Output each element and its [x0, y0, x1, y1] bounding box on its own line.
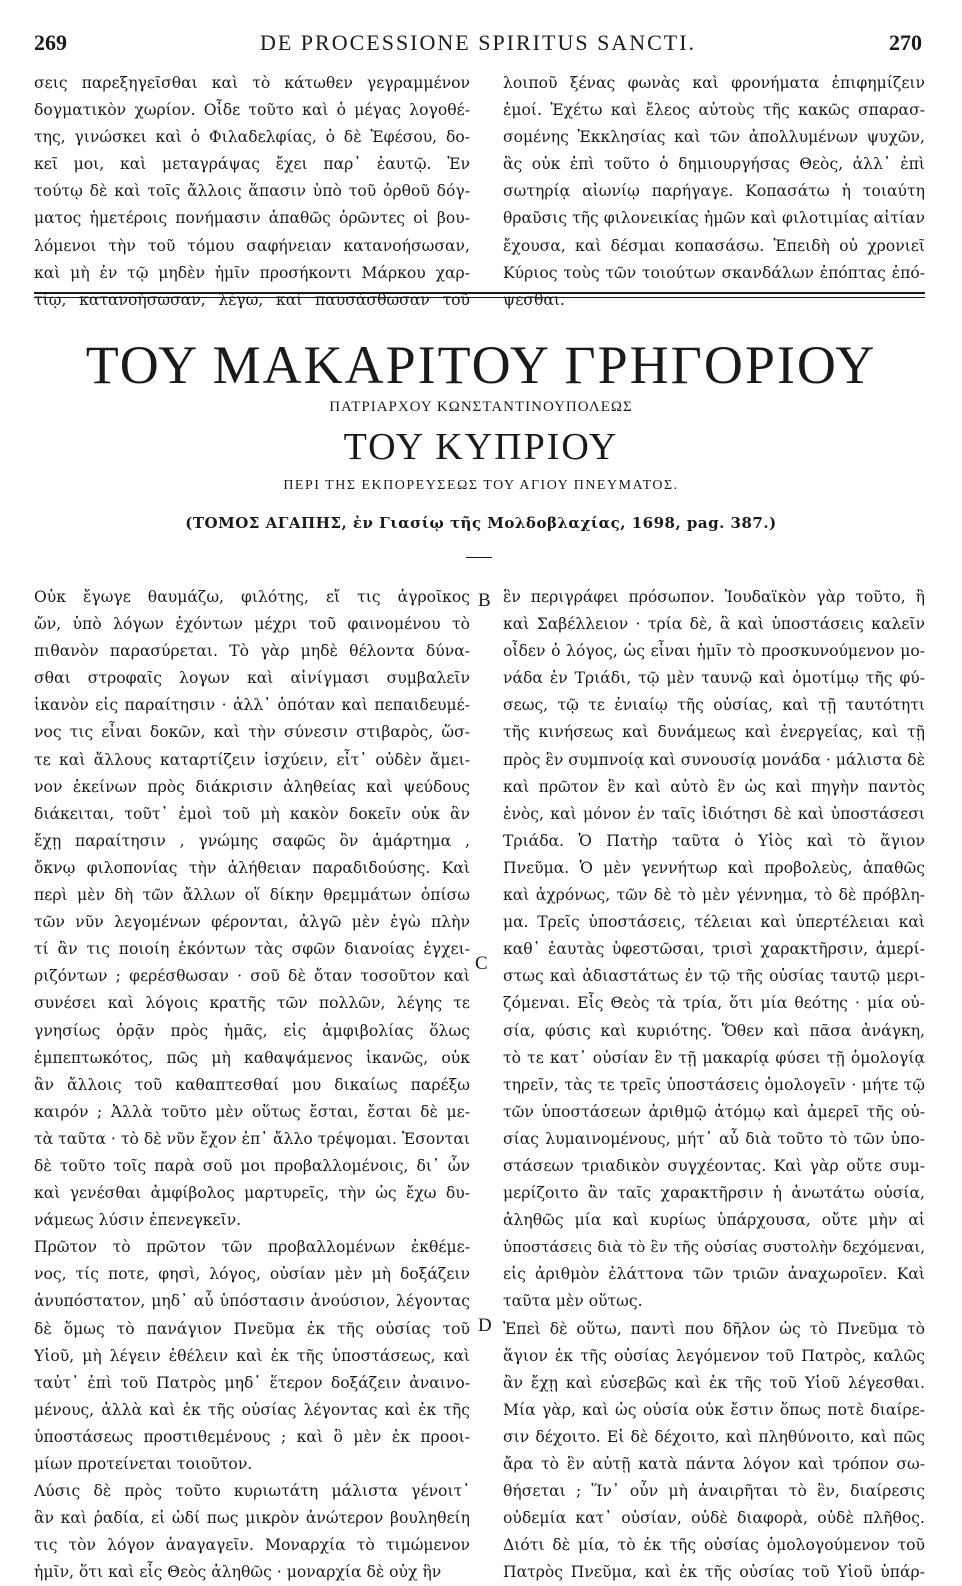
text-line: στως καὶ ἀδιαστάτως ἐν τῷ τῆς οὐσίας ταυτῷ μερι-: [503, 967, 925, 986]
text-line: σομένης Ἐκκλησίας καὶ τῶν ἀπολλυμένων ψυχῶν,: [503, 128, 925, 147]
text-line: Μία γὰρ, καὶ ὡς οὐσία οὐκ ἔστιν ὅπως ποτὲ διαίρε-: [503, 1400, 925, 1419]
text-line: δὲ τοῦτο τοῖς παρὰ σοῦ μοι προβαλλομένοις, δι᾽ ὧν: [34, 1156, 470, 1175]
text-line: θήσεται ; Ἵν᾽ οὖν μὴ ἀναιρῆται τὸ ἓν, διαίρεσις: [503, 1482, 925, 1501]
text-line: ἂν καὶ ῥαδία, εἰ ὡδί πως μικρὸν ἀνώτερον βουληθείη: [34, 1509, 470, 1528]
text-line: εἰς ἀριθμὸν ἐλάττονα τῶν τριῶν ἀναχωροῖεν. Καὶ: [503, 1265, 925, 1284]
text-line: δογματικὸν χωρίον. Οἶδε τοῦτο καὶ ὁ μέγας λογοθέ-: [34, 101, 470, 120]
margin-letter-d: D: [478, 1315, 492, 1336]
text-line: Υἱοῦ, μὴ λέγειν ἐθέλειν καὶ ἐκ τῆς ὑποστάσεως, καὶ: [34, 1346, 470, 1365]
text-line: Πνεῦμα. Ὁ μὲν γεννήτωρ καὶ προβολεὺς, ἀπαθῶς: [503, 858, 925, 877]
text-line: λοιποῦ ξένας φωνὰς καὶ φρονήματα ἐπιφημίζειν: [503, 74, 925, 92]
text-line: τίῳ, κατανοήσωσαν, λέγω, καὶ παυσάσθωσαν τοῦ: [34, 290, 470, 309]
text-line: ἔχῃ παραίτησιν , γνώμης σαφῶς ὂν ἁμάρτημα ,: [34, 831, 470, 850]
text-line: ματος ἡμετέροις πονήμασιν ἀπαθῶς ὁρῶντες οἱ βου-: [34, 209, 470, 228]
text-line: λόμενοι τὴν τοῦ τόμου σαφήνειαν κατανοήσωσαν,: [34, 236, 470, 255]
running-head: [34, 30, 922, 60]
author-office: ΠΑΤΡΙΑΡΧΟΥ ΚΩΝΣΤΑΝΤΙΝΟΥΠΟΛΕΩΣ: [329, 399, 633, 415]
text-line: νον ἐκείνων πρὸς διάκρισιν ἀληθείας καὶ ψεύδους: [34, 777, 470, 796]
text-line: ἀληθῶς μία καὶ κυρίως ὑπάρχουσα, οὔτε μὴν αἱ: [503, 1211, 925, 1230]
text-line: νος, τίς ποτε, φησὶ, λόγος, οὐσίαν μὲν μὴ δοξάζειν: [34, 1265, 470, 1284]
top-right-column: [503, 70, 925, 314]
text-line: ὑποστάσεις διὰ τὸ ἓν τῆς οὐσίας συστολὴν δεχόμεναι,: [503, 1238, 925, 1257]
page-number-right: 270: [889, 30, 922, 55]
text-line: Οὐκ ἔγωγε θαυμάζω, φιλότης, εἴ τις ἀγροῖκος: [34, 588, 470, 606]
treatise-subject: ΠΕΡΙ ΤΗΣ ΕΚΠΟΡΕΥΣΕΩΣ ΤΟΥ ΑΓΙΟΥ ΠΝΕΥΜΑΤΟΣ.: [283, 478, 679, 493]
text-line: σθαι στροφαῖς λογων καὶ αἰνίγμασι συμβαλεῖν: [34, 669, 470, 688]
text-line: τὰ ταῦτα · τὸ δὲ νῦν ἔχον ἐπ᾽ ἄλλο τρέψομαι. Ἐσονται: [34, 1129, 470, 1148]
text-line: της, γινώσκει καὶ ὁ Φιλαδελφίας, ὁ δὲ Ἐφέσου, δο-: [34, 128, 470, 147]
text-line: νάμεως λύσιν ἐπενεγκεῖν.: [34, 1211, 242, 1230]
text-line: ἑνὸς, καὶ μόνον ἐν ταῖς ἰδιότησι δὲ καὶ ὑποστάσεσι: [503, 804, 925, 823]
text-line: Τριάδα. Ὁ Πατὴρ ταῦτα ὁ Υἱὸς καὶ τὸ ἅγιον: [503, 831, 925, 850]
title-dash: [466, 557, 492, 558]
text-line: σία, φύσις καὶ κυριότης. Ὅθεν καὶ πᾶσα ἀνάγκη,: [503, 1021, 925, 1040]
text-line: τῶν νῦν λεγομένων φέρονται, ἀλγῶ μὲν ἐγὼ πλὴν: [34, 913, 470, 932]
text-line: διάκειται, τοῦτ᾽ ἐμοὶ τοῦ μὴ κακὸν δοκεῖν οὐκ ἂν: [34, 804, 470, 823]
text-line: περὶ μὲν δὴ τῶν ἄλλων οἵ δίκην θρεμμάτων ὀπίσω: [34, 886, 470, 905]
text-line: γνησίως ὁρᾷν πρὸς ἡμᾶς, εἰς ἀμφιβολίας ὅλως: [34, 1021, 470, 1040]
text-line: ἐμπεπτωκότος, πῶς μὴ καθαψάμενος ἱκανῶς, οὐκ: [34, 1048, 470, 1067]
body-right-column: [503, 584, 925, 1586]
margin-letter-c: C: [475, 953, 488, 974]
text-line: ψεσθαι.: [503, 290, 565, 309]
text-line: τὸ τε κατ᾽ οὐσίαν ἓν τῇ μακαρίᾳ φύσει τῇ ὁμολογίᾳ: [503, 1048, 925, 1067]
text-line: ἱκανὸν εἰς παραίτησιν · ἀλλ᾽ ὁπόταν καὶ πεπαιδευμέ-: [34, 696, 470, 715]
work-title: ΤΟΥ ΜΑΚΑΡΙΤΟΥ ΓΡΗΓΟΡΙΟΥ: [85, 335, 877, 395]
source-citation: (ΤΟΜΟΣ ΑΓΑΠΗΣ, ἐν Γιασίῳ τῆς Μολδοβλαχίας, 1698, pag. 387.): [185, 514, 777, 532]
text-line: ἔχουσα, καὶ δέσμαι κοπασάσω. Ἐπειδὴ οὐ χρονιεῖ: [503, 236, 925, 255]
text-line: ἅγιον ἐκ τῆς οὐσίας λεγόμενον τοῦ Πατρὸς, καλῶς: [503, 1346, 925, 1365]
text-line: καθ᾽ ἑαυτὰς ὑφεστῶσαι, τρισὶ χαρακτῆρσιν, ἀμερί-: [503, 940, 925, 959]
text-line: δὲ ὅμως τὸ πανάγιον Πνεῦμα ἐκ τῆς οὐσίας τοῦ: [34, 1319, 470, 1338]
text-line: ἃς οὐκ ἐπὶ τοῦτο ὁ δημιουργήσας Θεὸς, ἀλλ᾽ ἐπὶ: [503, 155, 925, 174]
text-line: καὶ ἀχρόνως, τῶν δὲ τὸ μὲν γέννημα, τὸ δὲ πρόβλη-: [503, 886, 925, 905]
text-line: ἄρα τὸ ἓν αὐτῇ κατὰ πάντα λόγον καὶ τρόπον σω-: [503, 1455, 925, 1473]
text-line: οὐδεμία κατ᾽ οὐσίαν, οὐδὲ διαφορὰ, οὐδὲ πλῆθος.: [503, 1509, 925, 1528]
text-line: τε καὶ ἄλλους καταρτίζειν ἰσχύειν, εἶτ᾽ οὐδὲν ἄμει-: [34, 750, 470, 769]
text-line: τῶν ὑποστάσεων ἀριθμῷ ἀτόμῳ καὶ ἀμερεῖ τῆς οὐ-: [503, 1102, 925, 1121]
text-line: ὄκνῳ φιλοπονίας τὴν ἀλήθειαν παραδιδούσης. Καὶ: [34, 858, 470, 877]
running-title: DE PROCESSIONE SPIRITUS SANCTI.: [259, 30, 697, 55]
text-line: σωτηρίᾳ αἰωνίῳ παρήγαγε. Κοπασάτω ἡ τοιαύτη: [503, 182, 925, 201]
text-line: Ἐπεὶ δὲ οὕτω, παντὶ που δῆλον ὡς τὸ Πνεῦμα τὸ: [503, 1319, 925, 1338]
body-left-column: [34, 584, 470, 1586]
text-line: ἐμοί. Ἐχέτω καὶ ἔλεος αὐτοὺς τῆς κακῶς σπαρασ-: [503, 101, 925, 120]
text-line: Λύσις δὲ πρὸς τοῦτο κυριωτάτη μάλιστα γένοιτ᾽: [34, 1482, 470, 1501]
text-line: Κύριος τοὺς τῶν τοιούτων σκανδάλων ἐπόπτας ἐπό-: [503, 263, 925, 282]
section-divider-thin: [34, 297, 925, 298]
text-line: πρὸς ἓν συμπνοίᾳ καὶ συνουσίᾳ μονάδα · μάλιστα δὲ: [503, 750, 925, 769]
text-line: θραῦσις τῆς φιλονεικίας ἡμῶν καὶ φιλοτιμίας αἰτίαν: [503, 209, 925, 228]
text-line: ἡμῖν, ὅτι καὶ εἷς Θεὸς ἀληθῶς · μοναρχία δὲ οὐχ ἣν: [34, 1563, 442, 1582]
text-line: καιρόν ; Ἀλλὰ τοῦτο μὲν οὕτως ἔσται, ἔσται δὲ με-: [34, 1102, 470, 1121]
text-line: ὑποστάσεως προστιθεμένους ; καὶ ὃ μὲν ἐκ προοι-: [34, 1427, 470, 1446]
text-line: οἶδεν ὁ λόγος, ὡς εἶναι ἡμῖν τὸ προσκυνούμενον μο-: [503, 642, 925, 661]
text-line: ταὐτ᾽ ἐπὶ τοῦ Πατρὸς μηδ᾽ ἕτερον δοξάζειν ἀναινο-: [34, 1373, 470, 1392]
text-line: σεις παρεξηγεῖσθαι καὶ τὸ κάτωθεν γεγραμμένον: [34, 74, 470, 92]
text-line: μένους, ἀλλὰ καὶ ἐκ τῆς οὐσίας λέγοντας καὶ ἐκ τῆς: [34, 1400, 470, 1419]
margin-letter-b: B: [478, 590, 491, 611]
text-line: σεως, τῷ τε ἐνιαίῳ τῆς οὐσίας, καὶ τῇ ταυτότητι: [503, 696, 925, 715]
text-line: τηρεῖν, τὰς τε τρεῖς ὑποστάσεις ὁμολογεῖν · μήτε τῷ: [503, 1075, 925, 1094]
top-left-column: [34, 70, 470, 314]
text-line: τί ἂν τις ποιοίη ἑκόντων τὰς σφῶν διανοίας ἐγχει-: [34, 940, 470, 959]
text-line: μίων προτείνεται τοιοῦτον.: [34, 1455, 253, 1473]
text-line: τῆς κινήσεως καὶ δυνάμεως καὶ ἐνεργείας, καὶ τῇ: [503, 723, 925, 742]
text-line: σιν δέχοιτο. Εἰ δὲ δέχοιτο, καὶ πληθύνοιτο, καὶ πῶς: [503, 1427, 925, 1446]
text-line: καὶ γενέσθαι ἀμφίβολος μαρτυρεῖς, τὴν ὡς ἔχω δυ-: [34, 1184, 470, 1203]
text-line: κεῖ μοι, καὶ μεταγράψας ἔχει παρ᾽ ἑαυτῷ. Ἐν: [34, 155, 470, 174]
section-divider-thick: [34, 292, 925, 294]
text-line: καὶ πρῶτον ἓν καὶ αὐτὸ ἓν ὡς καὶ πηγὴν παντὸς: [503, 777, 925, 796]
text-line: νος τις εἶναι δοκῶν, καὶ τὴν σύνεσιν στιβαρὸς, ὥσ-: [34, 723, 470, 742]
text-line: μα. Τρεῖς ὑποστάσεις, τέλειαι καὶ ὑπερτέλειαι καὶ: [503, 913, 925, 932]
author-name: ΤΟΥ ΚΥΠΡΙΟΥ: [343, 426, 619, 468]
text-line: σίας λυμαινομένους, μήτ᾽ αὖ διὰ τοῦτο τὸ τῶν ὑπο-: [503, 1129, 925, 1148]
text-line: τούτῳ δὲ καὶ τοῖς ἄλλοις ἅπασιν ὑπὸ τοῦ ὀρθοῦ δόγ-: [34, 182, 470, 201]
text-line: μερίζοιτο ἂν ταῖς χαρακτῆρσιν ἡ ἀνωτάτω οὐσία,: [503, 1184, 925, 1203]
text-line: στάσεων τριαδικὸν συγχέοντας. Καὶ γὰρ οὔτε συμ-: [503, 1156, 925, 1175]
text-line: καὶ Σαβέλλειον · τρία δὲ, ἃ καὶ ὑποστάσεις καλεῖν: [503, 615, 925, 634]
text-line: συνέσει καὶ λόγοις κρατῆς τῶν πολλῶν, λέγης τε: [34, 994, 470, 1013]
text-line: ἂν ἔχῃ καὶ εὐσεβῶς καὶ ἐκ τῆς τοῦ Υἱοῦ λέγεσθαι.: [503, 1373, 925, 1392]
text-line: Πρῶτον τὸ πρῶτον τῶν προβαλλομένων ἐκθέμε-: [34, 1238, 470, 1257]
text-line: τις τὸν λόγον ἀναγαγεῖν. Μοναρχία τὸ τιμώμενον: [34, 1536, 470, 1555]
text-line: ριζόντων ; φερέσθωσαν · σοῦ δὲ ὄταν τοσοῦτον καὶ: [34, 967, 470, 986]
text-line: νάδα ἐν Τριάδι, τῷ μὲν ταυνῷ καὶ ὁμοτίμῳ τῆς φύ-: [503, 669, 925, 688]
text-line: ἓν περιγράφει πρόσωπον. Ἰουδαϊκὸν γὰρ τοῦτο, ἢ: [503, 588, 925, 606]
page-number-left: 269: [34, 30, 67, 55]
text-line: Πατρὸς Πνεῦμα, καὶ ἐκ τῆς οὐσίας τοῦ Υἱοῦ ὑπάρ-: [503, 1563, 925, 1582]
text-line: καὶ μὴ ἐν τῷ μηδὲν ἡμῖν προσήκοντι Μάρκου χαρ-: [34, 263, 470, 282]
text-line: ζόμεναι. Εἷς Θεὸς τὰ τρία, ὅτι μία θεότης · μία οὐ-: [503, 994, 925, 1013]
text-line: πιθανὸν παρασύρεται. Τὸ γὰρ μηδὲ θέλοντα δύνα-: [34, 642, 470, 661]
text-line: ἂν ἄλλοις τοῦ καθαπτεσθαί μου δικαίως παρέξω: [34, 1075, 470, 1094]
text-line: ὤν, ὑπὸ λόγων ἐχόντων μέχρι τοῦ φαινομένου τὸ: [34, 615, 470, 634]
text-line: Διότι δὲ μία, τὸ ἐκ τῆς οὐσίας ὁμολογούμενον τοῦ: [503, 1536, 925, 1555]
text-line: ἀνυπόστατον, μηδ᾽ αὖ ὑπόστασιν ἀνούσιον, λέγοντας: [34, 1292, 470, 1311]
text-line: ταῦτα μὲν οὕτως.: [503, 1292, 643, 1311]
